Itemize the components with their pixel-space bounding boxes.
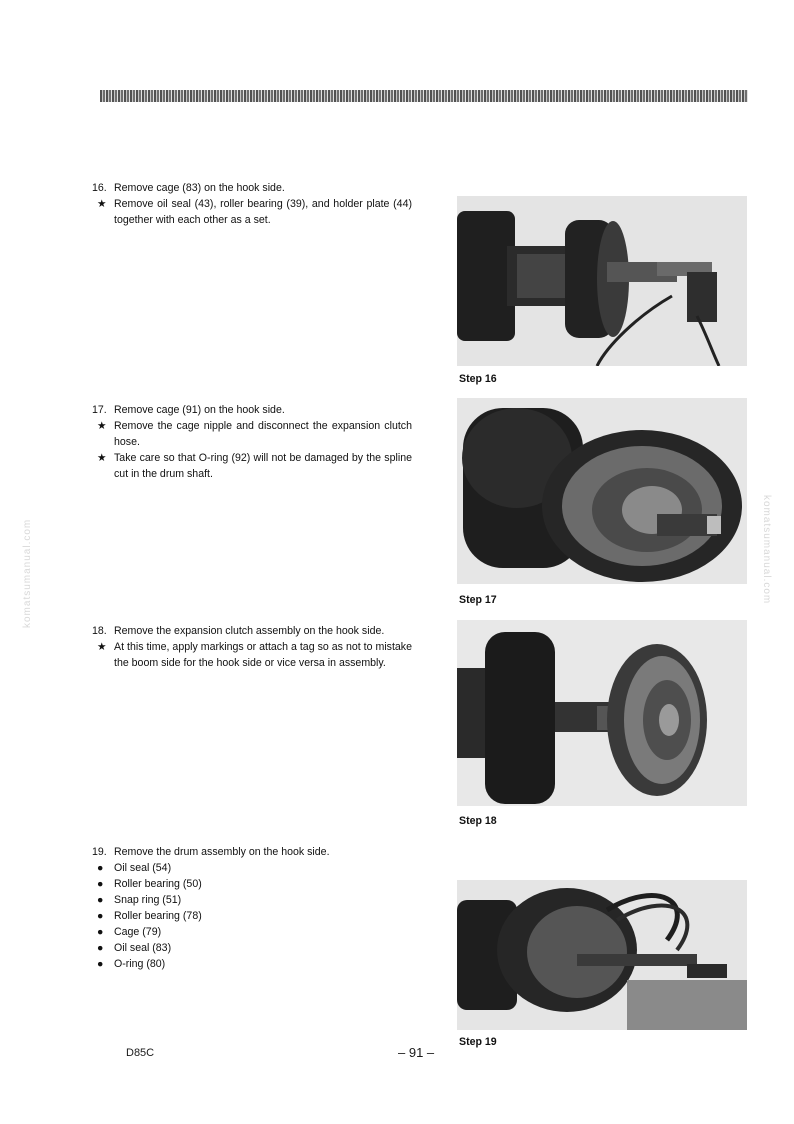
part-item: Roller bearing (50) — [114, 878, 202, 890]
footer-model: D85C — [126, 1047, 155, 1059]
step-17-text — [92, 402, 412, 482]
part-item: Oil seal (54) — [114, 862, 172, 874]
photo-caption: Step 19 — [459, 1036, 497, 1048]
step-instruction: Remove cage (91) on the hook side. — [114, 404, 285, 416]
step-instruction: Remove the drum assembly on the hook side. — [114, 846, 330, 858]
step-note: At this time, apply markings or attach a tag so as not to mistake the boom side for the hook side or vice versa in assembly. — [114, 641, 412, 669]
photo-step-19 — [457, 880, 747, 1030]
step-instruction: Remove cage (83) on the hook side. — [114, 182, 285, 194]
star-icon: ★ — [97, 641, 107, 653]
photo-caption: Step 18 — [459, 815, 497, 827]
bullet-icon: ● — [97, 910, 104, 922]
header-strip — [100, 90, 748, 102]
part-item: O-ring (80) — [114, 958, 166, 970]
star-icon: ★ — [97, 420, 107, 432]
bullet-icon: ● — [97, 942, 104, 954]
step-note: Take care so that O-ring (92) will not be damaged by the spline cut in the drum shaft. — [114, 452, 412, 480]
part-item: Oil seal (83) — [114, 942, 172, 954]
bullet-icon: ● — [97, 878, 104, 890]
bullet-icon: ● — [97, 958, 104, 970]
bullet-icon: ● — [97, 894, 104, 906]
photo-step-17 — [457, 398, 747, 584]
step-number: 19. — [92, 846, 107, 858]
photo-caption: Step 16 — [459, 373, 497, 385]
watermark-left: komatsumanual.com — [22, 518, 33, 628]
part-item: Roller bearing (78) — [114, 910, 202, 922]
star-icon: ★ — [97, 198, 107, 210]
photo-caption: Step 17 — [459, 594, 497, 606]
page-number: – 91 – — [398, 1045, 435, 1060]
star-icon: ★ — [97, 452, 107, 464]
photo-step-16 — [457, 196, 747, 366]
step-instruction: Remove the expansion clutch assembly on the hook side. — [114, 625, 385, 637]
step-number: 17. — [92, 404, 107, 416]
step-note: Remove the cage nipple and disconnect the expansion clutch hose. — [114, 420, 412, 448]
step-note: Remove oil seal (43), roller bearing (39), and holder plate (44) together with each other as a set. — [114, 198, 412, 226]
bullet-icon: ● — [97, 862, 104, 874]
bullet-icon: ● — [97, 926, 104, 938]
part-item: Snap ring (51) — [114, 894, 182, 906]
step-18-text — [92, 623, 412, 671]
step-number: 18. — [92, 625, 107, 637]
step-number: 16. — [92, 182, 107, 194]
photo-step-18 — [457, 620, 747, 806]
watermark-right: komatsumanual.com — [761, 495, 772, 605]
step-16-text — [92, 180, 412, 228]
part-item: Cage (79) — [114, 926, 162, 938]
step-19-text — [92, 844, 412, 972]
